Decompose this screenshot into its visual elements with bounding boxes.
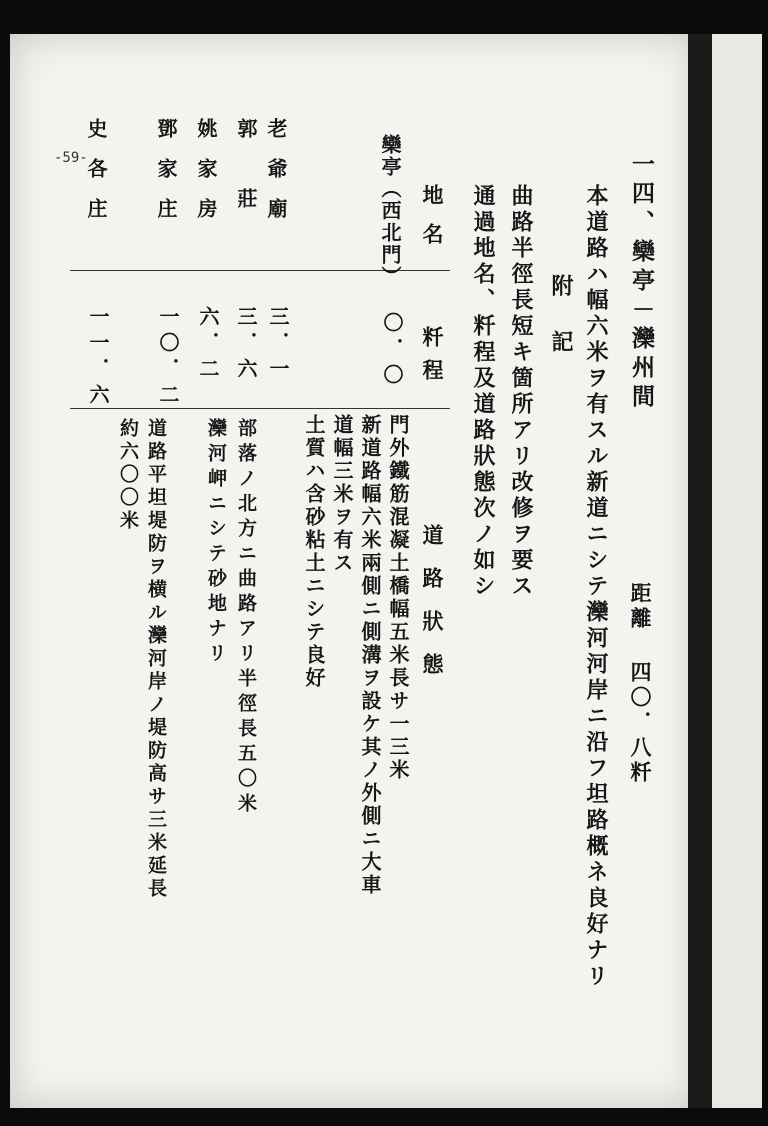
- row-1-distance: 〇．〇: [380, 312, 404, 390]
- row-1-place: 欒亭（西北門）: [378, 134, 402, 288]
- row-5-place: 鄧家庄: [154, 118, 178, 238]
- row-1-condition-4: 土質ハ含砂粘土ニシテ良好: [302, 414, 326, 690]
- page-number: -59-: [54, 150, 88, 166]
- row-1-condition-3: 道幅三米ヲ有ス: [330, 414, 354, 575]
- row-1-condition-2: 新道路幅六米兩側ニ側溝ヲ設ケ其ノ外側ニ大車: [358, 414, 382, 897]
- header-condition: 道路狀態: [420, 524, 445, 696]
- table-rule-lower: [70, 408, 450, 409]
- row-5-condition-1: 道路平坦堤防ヲ横ル灤河岸ノ堤防高サ三米延長: [145, 418, 167, 901]
- row-4-distance: 六．二: [196, 306, 220, 384]
- book-binding: [688, 34, 712, 1108]
- document-page: [10, 34, 696, 1108]
- row-1-condition-1: 門外鐵筋混凝土橋幅五米長サ一三米: [386, 414, 410, 782]
- row-3-place: 郭莊: [234, 118, 258, 258]
- distance-label: 距離 四〇．八粁: [628, 582, 653, 786]
- body-line-1: 本道路ハ幅六米ヲ有スル新道ニシテ灤河河岸ニ沿フ坦路概ネ良好ナリ: [583, 184, 609, 990]
- row-3-condition-1: 灤河岬ニシテ砂地ナリ: [205, 418, 227, 668]
- body-line-4: 通過地名、粁程及道路狀態次ノ如シ: [470, 184, 496, 600]
- row-2-condition-1: 部落ノ北方ニ曲路アリ半徑長五〇米: [235, 418, 257, 818]
- row-6-place: 史各庄: [84, 118, 108, 238]
- row-3-distance: 三．六: [234, 306, 258, 384]
- header-distance: 粁程: [420, 326, 445, 392]
- section-title: 一四、欒亭－灤州間: [628, 152, 655, 413]
- row-4-place: 姚家房: [194, 118, 218, 238]
- row-2-place: 老爺廟: [264, 118, 288, 238]
- facing-page-edge: [712, 34, 762, 1108]
- body-line-3: 曲路半徑長短キ箇所アリ改修ヲ要ス: [508, 184, 534, 600]
- body-line-2-appendix: 附 記: [548, 274, 574, 356]
- row-5-distance: 一〇．二: [156, 306, 180, 410]
- row-6-distance: 一一．六: [86, 306, 110, 410]
- header-place: 地名: [420, 184, 445, 262]
- row-2-distance: 三．一: [266, 306, 290, 384]
- row-5-condition-2: 約六〇〇米: [117, 418, 139, 533]
